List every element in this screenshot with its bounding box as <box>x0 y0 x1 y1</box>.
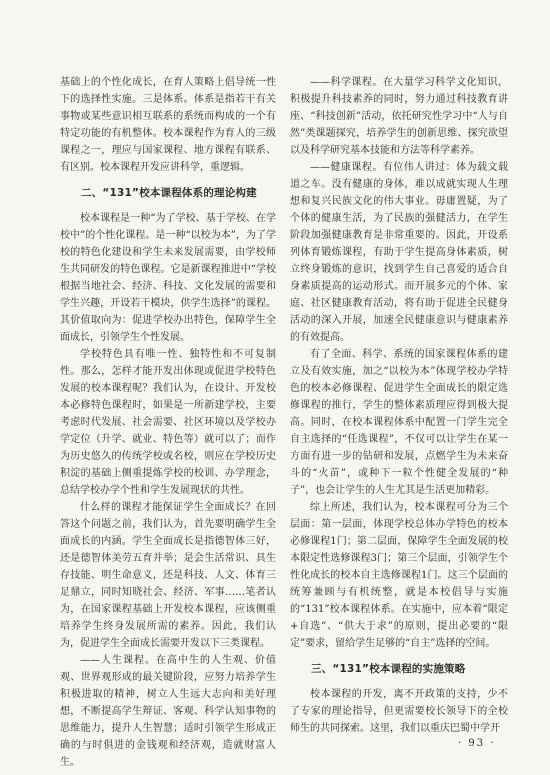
paragraph: 什么样的课程才能保证学生全面成长？在回答这个问题之前，我们认为，首先要明确学生全面成长的内涵。学生全面成长是指德智体三好，还是德智体美劳五育并举；是会生活常识、具生存技能、明生命意义，还是科技、人文、体育三足鼎立，同时知晓社会、经济、军事……笔者认为，在国家课程基础上开发校本课程，应该侧重培养学生终身发展所需的素养。因此，我们认为，促进学生全面成长需要开发以下三类课程。 <box>60 502 276 649</box>
paragraph: 有了全面、科学、系统的国家课程体系的建立及有效实施，加之“以校为本”体现学校办学特色的校本必修课程、促进学生全面成长的限定选修课程的推行，学生的整体素质理应得到极大提高。同时，在校本课程体系中配置一门学生完全自主选择的“任选课程”，不仅可以让学生在某一方面有进一步的钻研和发展，点燃学生为未来奋斗的“火苗”，或种下一粒个性健全发展的“种子”，也会让学生的人生尤其是生活更加精彩。 <box>290 349 508 496</box>
paragraph: 学校特色具有唯一性、独特性和不可复制性。那么，怎样才能开发出体现或促进学校特色发展的校本课程呢？我们认为，在设计、开发校本必修特色课程时，如果是一所新建学校，主要考虑时代发展、社会需要、社区环境以及学校办学定位（升学、就业、特色等）就可以了；而作为历史悠久的传统学校或名校，则应在学校历史积淀的基础上侧重提炼学校的校训、办学理念，总结学校办学个性和学生发展现状的共性。 <box>60 349 276 496</box>
paragraph-continued: 基础上的个性化成长，在育人策略上倡导统一性下的选择性实施。三是体系。体系是指若干有关事物或某些意识相互联系的系统而构成的一个有特定功能的有机整体。校本课程作为育人的三级课程之一，理应与国家课程、地方课程有联系、有区别。校本课程开发应讲科学，重逻辑。 <box>60 77 276 173</box>
section-heading-3: 三、“131”校本课程的实施策略 <box>311 663 466 675</box>
right-column <box>290 74 508 737</box>
page-number: · 93 · <box>458 738 496 749</box>
paragraph-health-course: ——健康课程。有位伟人讲过：体为载文载道之车。没有健康的身体，难以成就实现人生理想和复兴民族文化的伟大事业。毋庸置疑，为了个体的健康生活，为了民族的强健活力，在学生阶段加强健康教育是非常重要的。因此，开设系列体育锻炼课程，有助于学生提高身体素质，树立终身锻炼的意识，找到学生自己喜爱的适合自身素质提高的运动形式。而开展多元的个体、家庭、社区健康教育活动，将有助于促进全民健身活动的深入开展，加速全民健康意识与健康素养的有效提高。 <box>290 162 508 343</box>
paragraph-life-course: ——人生课程。在高中生的人生观、价值观、世界观形成的最关键阶段，应努力培养学生积极进取的精神，树立人生远大志向和美好理想，不断提高学生辩证、客观、科学认知事物的思维能力，提升人生智慧；适时引领学生形成正确的与时俱进的金钱观和经济观，造就财富人生。 <box>60 655 276 768</box>
paragraph-science-course: ——科学课程。在大量学习科学文化知识，积极提升科技素养的同时，努力通过科技教育讲座、“科技创新”活动，依托研究性学习中“人与自然”类课题探究，培养学生的创新思维、探究欲望以及科学研究基本技能和方法等科学素养。 <box>290 77 508 156</box>
left-column <box>60 74 276 771</box>
paragraph: 校本课程的开发，离不开政策的支持，少不了专家的理论指导，但更需要校长领导下的全校师生的共同探索。这里，我们以重庆巴蜀中学开 <box>290 689 508 734</box>
paragraph-summary: 综上所述，我们认为，校本课程可分为三个层面：第一层面，体现学校总体办学特色的校本必修课程1门；第二层面，保障学生全面发展的校本限定性选修课程3门；第三个层面，引领学生个性化成长的校本自主选修课程1门。这三个层面的统筹兼顾与有机统整，就是本校倡导与实施的“131”校本课程体系。在实施中，应本着“限定+自选”、“供大于求”的原则，提出必要的“限定”要求，留给学生足够的“自主”选择的空间。 <box>290 502 508 649</box>
paragraph: 校本课程是一种“为了学校、基于学校、在学校中”的个性化课程。是一种“以校为本”，为了学校的特色化建设和学生未来发展需要，由学校师生共同研发的特色课程。它是新课程推进中“学校根据当地社会、经济、科技、文化发展的需要和学生兴趣，开设若干模块，供学生选择”的课程。其价值取向为：促进学校办出特色，保障学生全面成长，引领学生个性发展。 <box>60 213 276 343</box>
section-heading-2: 二、“131”校本课程体系的理论构建 <box>81 187 257 199</box>
